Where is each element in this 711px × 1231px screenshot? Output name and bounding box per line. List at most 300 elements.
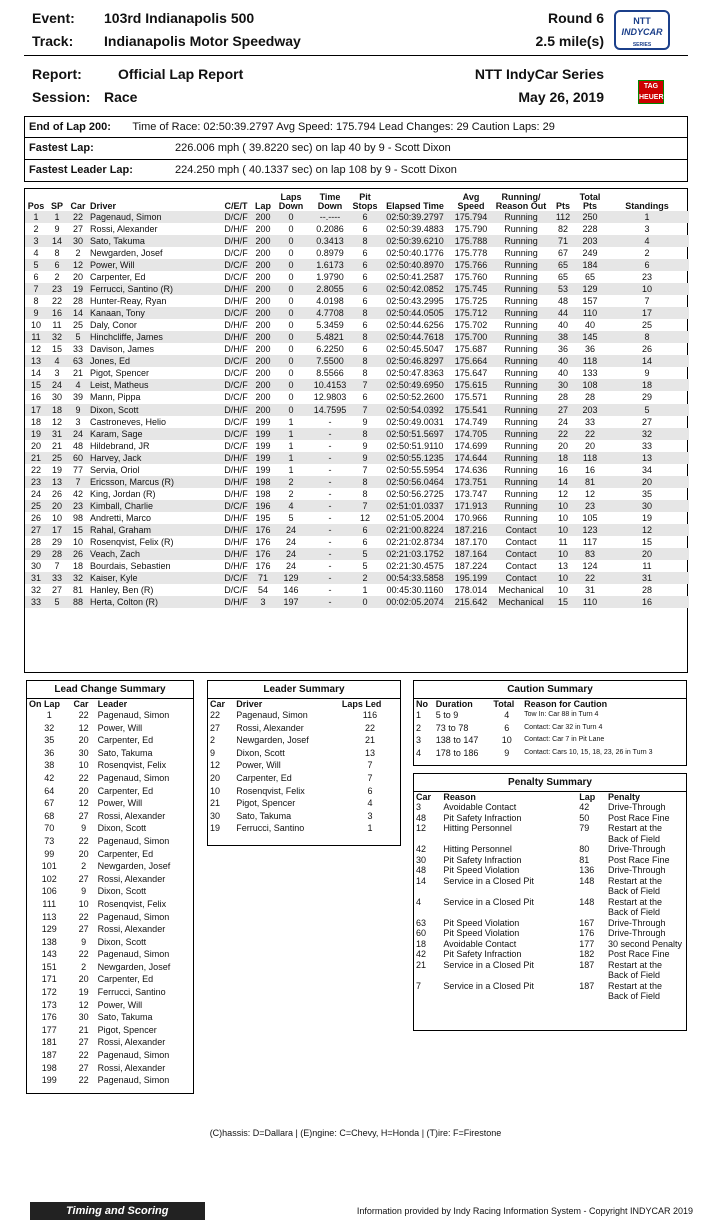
results-column-header: Laps Down [278,192,304,211]
table-cell: 175.794 [451,211,491,223]
table-row [25,355,689,367]
table-cell: 6 [47,259,67,271]
table-cell: 6 [362,344,368,355]
table-cell: Running [504,440,538,451]
table-cell: 138 to 147 [435,735,479,746]
table-cell: 8 [362,368,368,379]
table-cell: Dixon, Scott [89,404,219,416]
table-cell: 178 to 186 [435,747,479,758]
table-cell: 173.751 [451,476,491,488]
table-cell: 60 [416,928,427,938]
table-cell: D/H/F [219,476,253,488]
table-cell: 71 [551,235,575,247]
table-cell: 6 [504,722,510,733]
report-label: Report: [32,66,82,82]
table-cell: 105 [582,512,598,523]
table-cell: Carpenter, Ed [90,272,146,283]
table-cell: Restart at the Back of Field [608,980,663,1001]
table-cell: 81 [575,476,605,488]
table-cell: 10 [551,500,575,512]
table-cell: D/C/F [224,368,248,379]
lead-change-column-header: Leader [97,699,128,709]
table-cell: 42 [579,802,590,812]
table-cell: 36 [44,747,55,758]
table-cell: 198 [255,488,271,499]
table-cell: 2 [644,248,650,259]
table-cell: Rossi, Alexander [236,722,304,733]
table-cell: 02:50:41.2587 [386,272,444,283]
penalty-column-header: Car [416,792,432,802]
table-row [25,512,689,524]
table-cell: 7 [367,772,373,783]
table-cell: 102 [41,873,57,884]
table-row [25,319,689,331]
table-cell: 6.2250 [316,344,344,355]
table-cell: 5.4821 [309,331,351,343]
table-row [27,797,193,810]
table-row [25,428,689,440]
table-cell: 13 [47,476,67,488]
table-cell: 175.664 [451,355,491,367]
table-cell: 27 [51,584,62,595]
table-cell: 1 [362,584,368,595]
table-cell: 02:50:49.0031 [386,416,444,427]
table-cell: 18 [416,938,427,949]
table-cell: Rosenqvist, Felix [236,785,305,796]
table-row [414,734,686,747]
table-cell: Pagenaud, Simon [97,835,170,846]
table-cell: 17 [25,404,47,416]
table-cell: 175.541 [451,404,491,416]
table-cell: 31 [605,572,689,584]
table-cell: 48 [416,812,427,823]
table-cell: 23 [25,476,47,488]
table-row [414,709,686,722]
table-cell: Power, Will [97,722,143,733]
table-cell: 20 [210,772,221,783]
table-cell: 40 [557,320,568,331]
table-row [208,709,400,722]
table-cell: 7 [362,464,368,475]
table-cell: D/H/F [224,560,248,571]
table-cell: 32 [67,572,89,584]
table-cell: Running [504,392,538,403]
table-cell: 148 [579,896,595,907]
table-cell: 65 [584,272,595,283]
table-cell: 4 [416,896,422,907]
table-cell: 12 [51,416,62,427]
table-row [27,759,193,772]
table-cell: Pagenaud, Simon [97,772,170,783]
table-row [25,259,689,271]
results-column-header: Lap [254,201,271,211]
table-cell: 18 [30,416,41,427]
table-row [27,785,193,798]
table-cell: Running [491,259,551,271]
table-cell: 65 [557,272,568,283]
table-cell: Castroneves, Helio [90,416,167,427]
table-cell: 25 [47,452,67,464]
table-cell: 5 [605,404,689,416]
table-cell: Rossi, Alexander [97,810,166,821]
table-row [27,1049,193,1062]
table-cell: 4 [605,235,689,247]
table-cell: 48 [416,865,427,875]
table-cell: - [309,596,351,608]
results-column-header: Driver [90,201,117,211]
table-cell: 02:21:00.8224 [379,524,451,536]
summary-divider [25,137,687,138]
table-row [414,897,686,918]
table-cell: 28 [641,584,652,595]
table-cell: 117 [582,536,598,547]
table-cell: 14 [47,235,67,247]
table-cell: 25 [641,320,652,331]
table-cell: 00:45:30.1160 [386,584,444,595]
ntt-logo-text: NTT [633,16,651,26]
table-cell: 200 [253,379,273,391]
caution-column-header: Total [493,699,515,709]
table-cell: Running [491,235,551,247]
table-cell: Power, Will [89,259,219,271]
table-cell: 20 [78,848,89,859]
table-cell: 2 [416,722,422,733]
table-row [27,772,193,785]
table-cell: 64 [44,785,55,796]
table-cell: 02:50:47.8363 [386,368,444,379]
table-row [25,548,689,560]
table-cell: 196 [253,500,273,512]
table-cell: 19 [78,987,89,998]
table-cell: Pagenaud, Simon [97,911,170,922]
table-cell: 6 [351,283,379,295]
table-cell: 22 [78,772,89,783]
table-cell: 27 [210,722,221,733]
table-cell: 6 [367,785,373,796]
table-cell: 80 [579,844,590,854]
table-cell: 22 [575,428,605,440]
table-cell: 175.745 [451,283,491,295]
table-cell: 195 [255,512,271,523]
table-cell: 175.687 [454,344,488,355]
table-cell: 6 [33,272,39,283]
table-cell: D/C/F [224,392,248,403]
table-cell: 1 [288,440,294,451]
table-row [27,860,193,873]
table-cell: Service in a Closed Pit [443,875,534,886]
table-cell: Carpenter, Ed [97,735,154,746]
table-cell: Newgarden, Josef [236,735,309,746]
table-cell: Veach, Zach [89,548,219,560]
table-cell: 17 [605,307,689,319]
lead-change-column-header: On Lap [29,699,60,709]
table-cell: 14 [67,307,89,319]
table-cell: 31 [584,584,595,595]
table-cell: 28 [72,296,83,307]
penalty-column-header: Penalty [608,792,641,802]
table-cell: 15 [51,344,62,355]
table-cell: 22 [78,949,89,960]
table-cell: 17 [47,524,67,536]
table-cell: Pagenaud, Simon [97,1050,170,1061]
table-cell: 9 [504,747,510,758]
table-cell: 42 [72,488,83,499]
table-cell: 6 [351,211,379,223]
table-cell: D/C/F [224,440,248,451]
table-cell: 6 [362,272,368,283]
table-cell: 53 [551,283,575,295]
track-name: Indianapolis Motor Speedway [104,33,301,49]
table-cell: 5 [288,512,294,523]
table-cell: 1 [273,428,309,440]
table-cell: 177 [579,938,595,949]
table-cell: 176 [579,928,595,938]
table-cell: - [309,452,351,464]
table-cell: 5.3459 [316,320,344,331]
table-cell: 8 [351,476,379,488]
table-cell: Running [491,500,551,512]
table-cell: 27 [25,524,47,536]
table-cell: 3 [416,802,422,812]
table-cell: 20 [30,440,41,451]
table-cell: 12 [557,488,568,499]
table-cell: Sato, Takuma [97,747,153,758]
event-label: Event: [32,10,75,26]
table-cell: - [328,560,332,571]
table-cell: 0 [273,283,309,295]
table-cell: 10 [551,572,575,584]
table-cell: 27 [72,224,83,235]
table-cell: 3 [75,416,81,427]
indycar-logo [610,10,674,50]
table-cell: Contact [491,548,551,560]
table-row [25,440,689,452]
table-cell: 9 [210,747,216,758]
table-row [27,722,193,735]
table-cell: 31 [25,572,47,584]
table-cell: 112 [551,211,575,223]
table-cell: 175.725 [454,296,488,307]
table-cell: 249 [582,248,598,259]
results-column-header: Standings [625,201,669,211]
table-cell: Running [504,248,538,259]
table-cell: - [328,488,332,499]
table-cell: 9 [81,823,87,834]
table-cell: 199 [255,440,271,451]
summary-divider [25,159,687,160]
table-row [25,379,689,391]
table-cell: 175.571 [454,392,488,403]
series: NTT IndyCar Series [474,66,604,82]
table-cell: 171.913 [451,500,491,512]
table-cell: Avoidable Contact [443,938,517,949]
table-row [27,1024,193,1037]
table-row [27,885,193,898]
table-cell: 12 [584,488,595,499]
table-cell: 13 [364,747,375,758]
table-cell: 175.647 [454,368,488,379]
table-cell: Running [504,320,538,331]
track-label: Track: [32,33,74,49]
caution-table [414,699,686,759]
table-cell: Pit Speed Violation [443,865,520,875]
table-cell: 32 [605,428,689,440]
table-cell: Mechanical [491,596,551,608]
table-cell: 19 [210,823,221,834]
fastest-leader-label: Fastest Leader Lap: [29,164,133,176]
table-cell: 138 [41,936,57,947]
table-cell: 18 [605,379,689,391]
table-cell: 9 [362,440,368,451]
table-cell: Running [504,368,538,379]
table-cell: 7 [351,379,379,391]
table-cell: 21 [416,959,427,970]
table-cell: 12 [78,798,89,809]
table-cell: 30 [78,747,89,758]
table-cell: 21 [25,452,47,464]
table-cell: 0.3413 [309,235,351,247]
results-table [25,189,689,608]
table-cell: D/H/F [219,331,253,343]
table-row [27,734,193,747]
table-cell: 15 [551,596,575,608]
leader-summary-title: Leader Summary [208,681,400,699]
table-row [25,476,689,488]
table-cell: 36 [557,344,568,355]
table-cell: D/C/F [219,259,253,271]
table-row [27,999,193,1012]
table-cell: 14 [416,875,427,886]
results-table-box [24,188,688,673]
table-cell: 27 [78,1062,89,1073]
table-cell: 175.702 [454,320,488,331]
table-cell: 02:50:54.0392 [379,404,451,416]
table-cell: Ferrucci, Santino (R) [89,283,219,295]
table-cell: 73 to 78 [435,722,469,733]
session-label: Session: [32,89,91,105]
table-cell: 8 [351,235,379,247]
table-cell: 175.766 [451,259,491,271]
table-row [25,235,689,247]
table-cell: 21 [51,440,62,451]
table-cell: 02:50:56.2725 [386,488,444,499]
table-row [414,747,686,760]
table-cell: 199 [255,416,271,427]
table-cell: 1 [46,710,52,720]
table-cell: 28 [30,536,41,547]
table-cell: 21 [78,1024,89,1035]
table-cell: D/C/F [219,211,253,223]
table-row [208,759,400,772]
table-cell: Rosenqvist, Felix [97,898,167,909]
penalty-table [414,792,686,1002]
table-cell: - [328,440,332,451]
table-cell: 187.224 [454,560,488,571]
table-cell: 29 [51,536,62,547]
table-cell: Hinchcliffe, James [89,331,219,343]
table-cell: Contact [505,560,537,571]
table-cell: 21 [210,798,221,809]
table-cell: 02:50:56.0464 [379,476,451,488]
table-cell: 20 [72,272,83,283]
table-cell: 110 [575,307,605,319]
table-cell: 22 [78,835,89,846]
table-cell: 02:50:44.7618 [379,331,451,343]
table-cell: 50 [579,812,590,823]
table-cell: 20 [78,785,89,796]
table-cell: 187 [579,980,595,991]
table-cell: 22 [78,710,89,720]
table-cell: Restart at the Back of Field [608,875,663,896]
table-cell: 10 [557,584,568,595]
table-cell: D/H/F [224,344,248,355]
table-row [414,876,686,897]
table-cell: 02:50:52.2600 [386,392,444,403]
table-cell: 02:50:51.5697 [379,428,451,440]
table-cell: 7 [416,980,422,991]
table-cell: 14 [551,476,575,488]
table-row [27,898,193,911]
table-cell: 40 [584,320,595,331]
table-cell: 10 [30,320,41,331]
table-cell: - [309,548,351,560]
table-cell: Rossi, Alexander [97,1062,166,1073]
table-cell: 9 [81,886,87,897]
table-cell: 12 [78,722,89,733]
table-cell: 7 [367,760,373,771]
table-cell: 10 [605,283,689,295]
fastest-lap-label: Fastest Lap: [29,142,94,154]
table-cell: 175.712 [451,307,491,319]
table-cell: D/C/F [219,355,253,367]
table-cell: 6 [362,248,368,259]
table-cell: 02:50:55.5954 [386,464,444,475]
table-row [25,391,689,403]
table-cell: Pagenaud, Simon [236,710,308,720]
table-cell: 1.9790 [316,272,344,283]
table-cell: 2 [288,488,294,499]
table-cell: 34 [641,464,652,475]
table-cell: 200 [253,307,273,319]
table-cell: 60 [67,452,89,464]
table-row [208,797,400,810]
table-row [414,855,686,866]
table-cell: 200 [253,283,273,295]
table-cell: 200 [253,331,273,343]
table-cell: 24 [47,379,67,391]
table-cell: 7 [644,296,650,307]
table-cell: 16 [557,464,568,475]
table-cell: 4 [504,710,510,720]
table-cell: 0 [273,355,309,367]
penalty-column-header: Reason [443,792,476,802]
fastest-leader-text: 224.250 mph ( 40.1337 sec) on lap 108 by 9 - Scott Dixon [175,164,457,176]
results-column-header: Pos [27,201,45,211]
table-cell: Contact [491,524,551,536]
table-cell: 33 [25,596,47,608]
table-cell: 178.014 [454,584,488,595]
table-cell: 22 [67,211,89,223]
table-cell: 4.0198 [316,296,344,307]
table-cell: 02:51:05.2004 [386,512,444,523]
table-cell: 172 [41,987,57,998]
table-cell: Running [504,488,538,499]
table-cell: D/C/F [224,416,248,427]
table-cell: Contact [491,572,551,584]
table-cell: 02:50:40.8970 [379,259,451,271]
table-cell: 40 [557,368,568,379]
table-row [27,961,193,974]
